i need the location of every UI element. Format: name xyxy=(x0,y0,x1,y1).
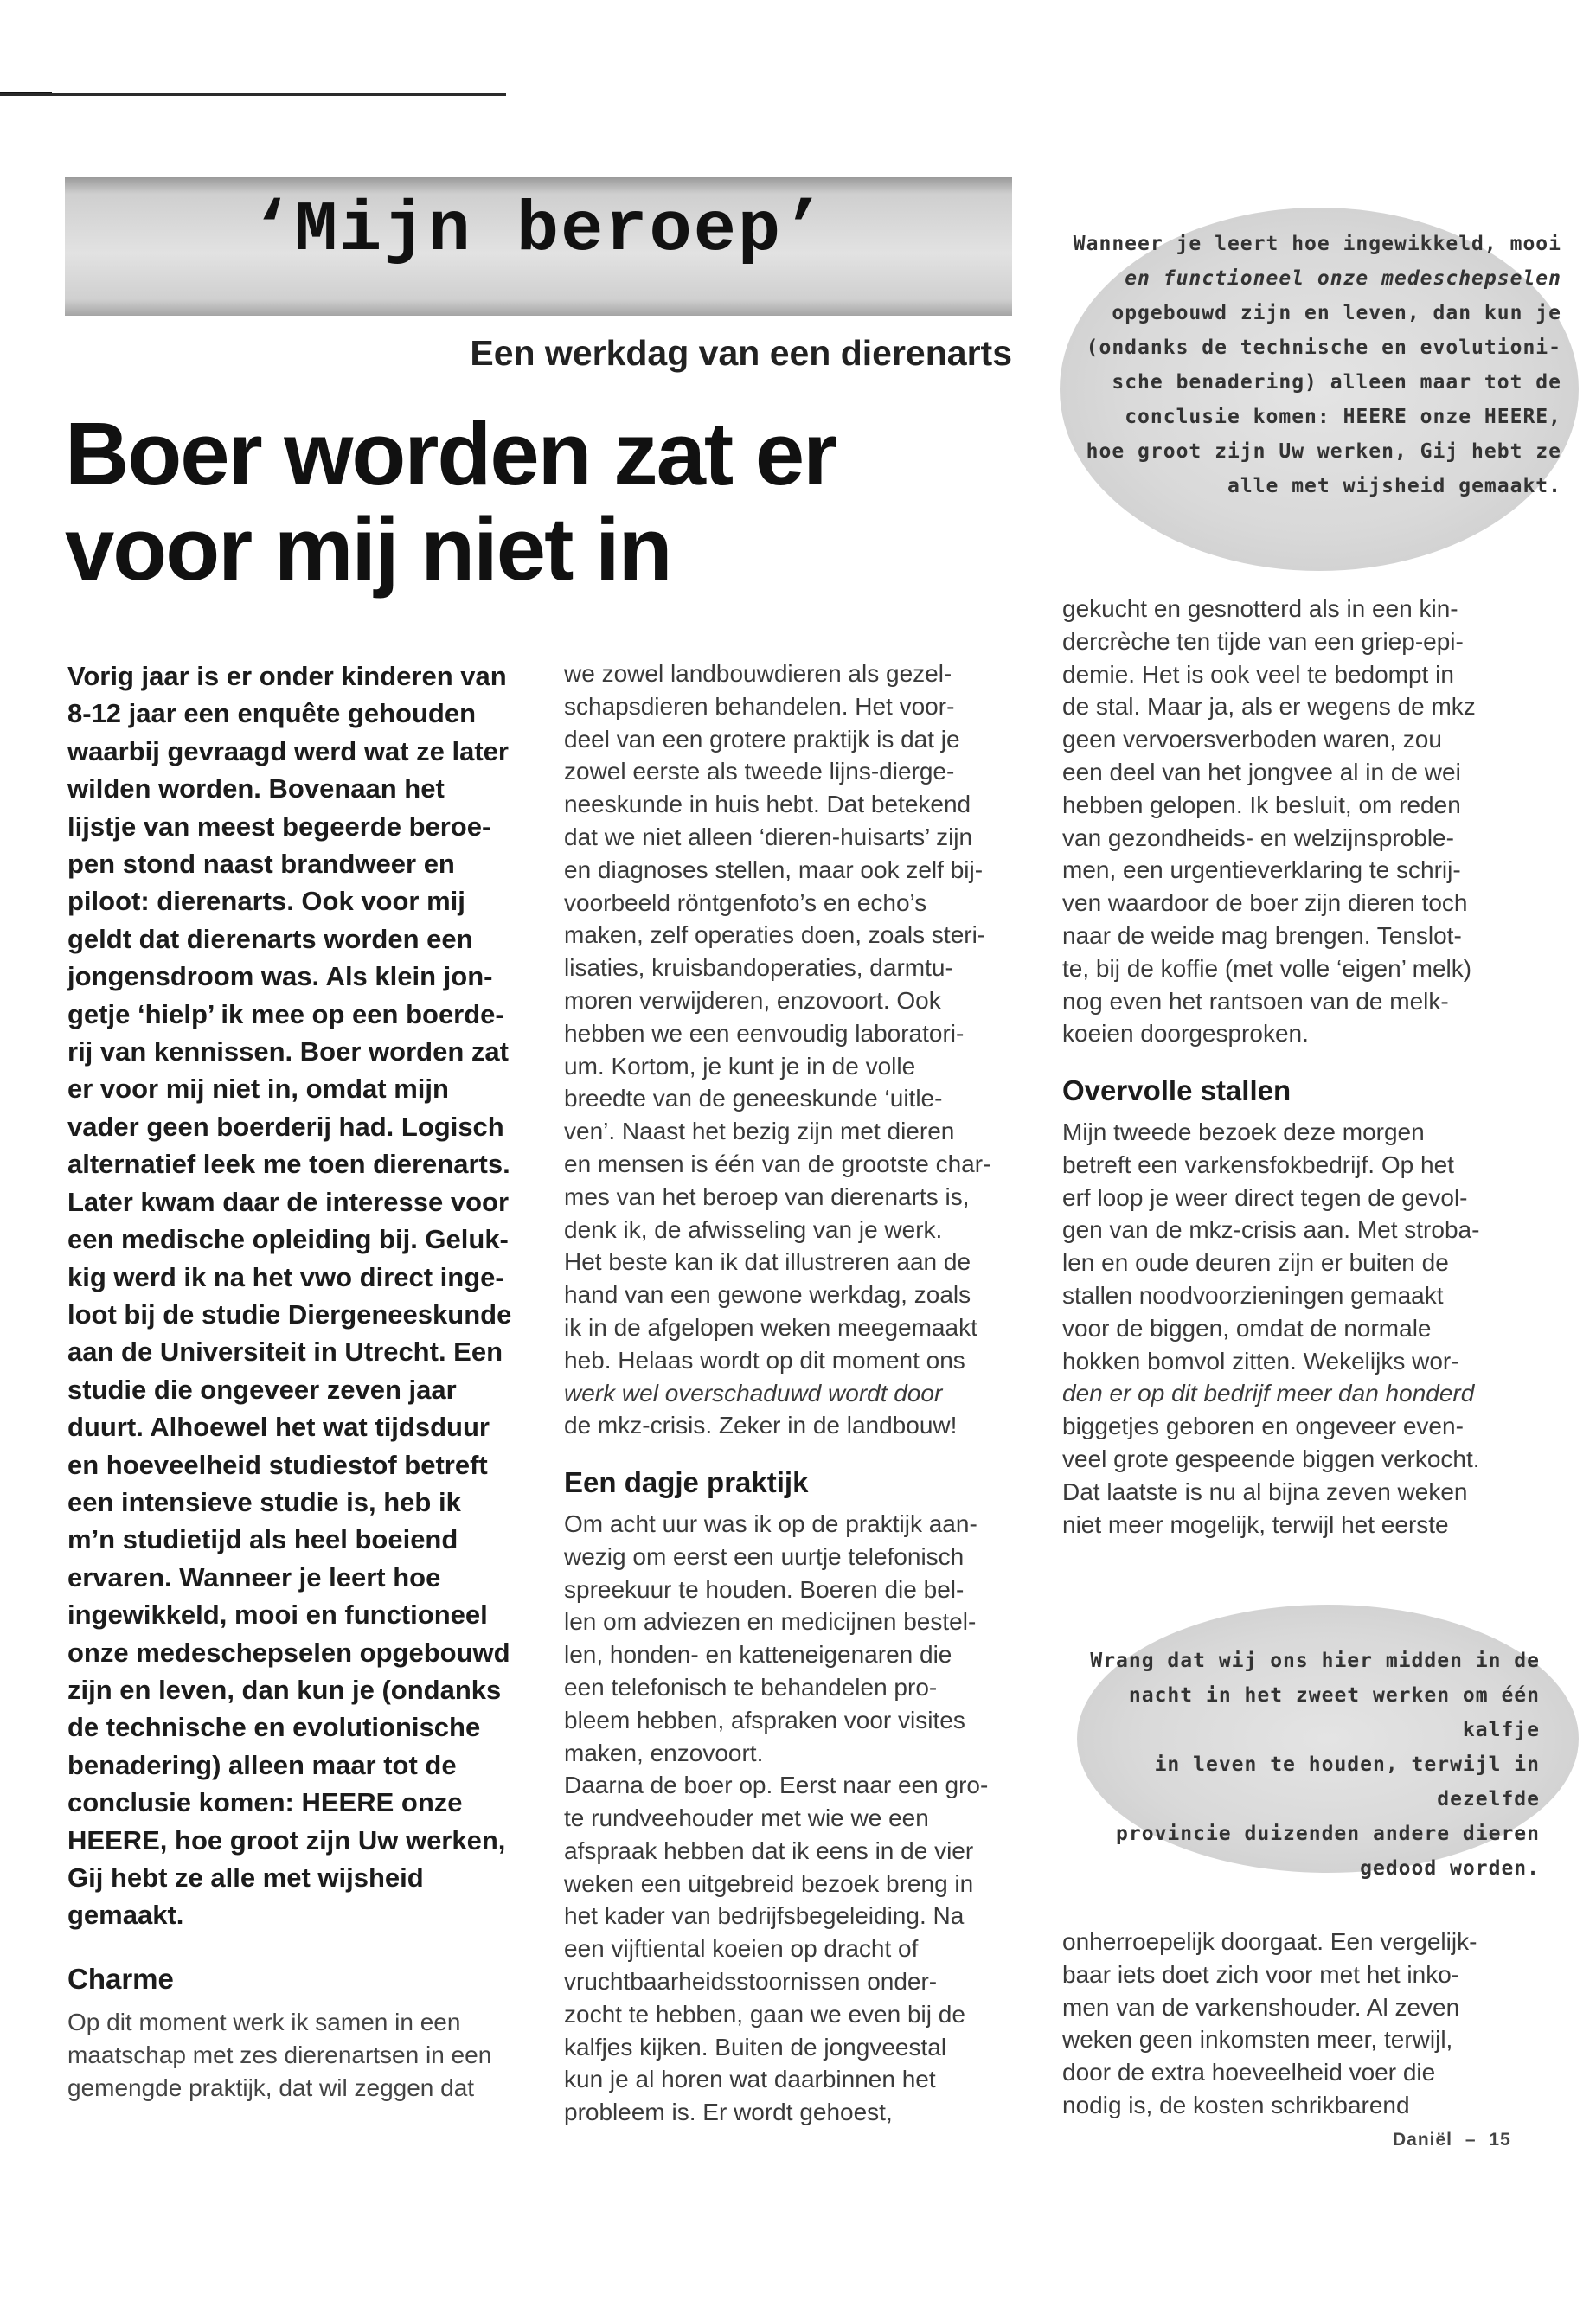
text-line: betreft een varkensfokbedrijf. Op het xyxy=(1062,1150,1454,1178)
text-line: naar de weide mag brengen. Tenslot- xyxy=(1062,921,1462,949)
text-line: spreekuur te houden. Boeren die bel- xyxy=(564,1575,965,1603)
text-line: demie. Het is ook veel te bedompt in xyxy=(1062,660,1454,688)
text-line: len om adviezen en medicijnen bestel- xyxy=(564,1608,977,1636)
text-line: men, een urgentieverklaring te schrij- xyxy=(1062,856,1461,884)
page-footer xyxy=(1393,2130,1511,2150)
pullquote-line: opgebouwd zijn en leven, dan kun je xyxy=(1112,302,1561,324)
text-line: conclusie komen: HEERE onze xyxy=(67,1787,463,1818)
text-line: alternatief leek me toen dierenarts. xyxy=(67,1149,510,1180)
text-line: hand van een gewone werkdag, zoals xyxy=(564,1281,971,1309)
text-line: gemaakt. xyxy=(67,1900,184,1931)
text-line: pen stond naast brandweer en xyxy=(67,849,455,880)
rubric-title: ‘Mijn beroep’ xyxy=(250,190,827,271)
text-line: len, honden- en katteneigenaren die xyxy=(564,1641,952,1669)
text-line: piloot: dierenarts. Ook voor mij xyxy=(67,886,465,917)
text-line: te rundveehouder met wie we een xyxy=(564,1804,929,1832)
text-line: Op dit moment werk ik samen in een xyxy=(67,2009,461,2036)
text-line: maken, zelf operaties doen, zoals steri- xyxy=(564,921,986,949)
text-line: een medische opleiding bij. Geluk- xyxy=(67,1224,509,1255)
text-line: het kader van bedrijfsbegeleiding. Na xyxy=(564,1902,965,1930)
pullquote-top xyxy=(1073,227,1561,503)
text-line: zowel eerste als tweede lijns-dierge- xyxy=(564,758,955,785)
text-line: kun je al horen wat daarbinnen het xyxy=(564,2066,936,2093)
text-line: getje ‘hielp’ ik mee op een boerde- xyxy=(67,998,504,1029)
text-line: jongensdroom was. Als klein jon- xyxy=(67,961,493,992)
text-line: door de extra hoeveelheid voer die xyxy=(1062,2059,1436,2086)
text-line: een intensieve studie is, heb ik xyxy=(67,1486,461,1517)
pullquote-bottom xyxy=(1068,1644,1540,1886)
text-line: ervaren. Wanneer je leert hoe xyxy=(67,1561,441,1593)
column-right-continued xyxy=(1062,1926,1521,2122)
text-line: weken een uitgebreid bezoek breng in xyxy=(564,1869,974,1897)
text-line: veel grote gespeende biggen verkocht. xyxy=(1062,1445,1480,1472)
column-left xyxy=(67,657,517,2105)
text-line: en hoeveelheid studiestof betreft xyxy=(67,1449,488,1480)
text-line: mes van het beroep van dierenarts is, xyxy=(564,1183,970,1210)
text-line: Daarna de boer op. Eerst naar een gro- xyxy=(564,1772,989,1799)
text-line: onze medeschepselen opgebouwd xyxy=(67,1637,510,1668)
text-line: we zowel landbouwdieren als gezel- xyxy=(564,660,952,687)
text-line: studie die ongeveer zeven jaar xyxy=(67,1374,457,1405)
article-subtitle: Een werkdag van een dierenarts xyxy=(470,333,1012,373)
text-line: ik in de afgelopen weken meegemaakt xyxy=(564,1313,977,1341)
text-line: zocht te hebben, gaan we even bij de xyxy=(564,2000,965,2028)
text-line: erf loop je weer direct tegen de gevol- xyxy=(1062,1183,1468,1211)
text-line: men van de varkenshouder. Al zeven xyxy=(1062,1993,1460,2021)
text-line: Mijn tweede bezoek deze morgen xyxy=(1062,1118,1425,1145)
text-line: geldt dat dierenarts worden een xyxy=(67,923,473,954)
text-line: Om acht uur was ik op de praktijk aan- xyxy=(564,1509,977,1537)
text-line: probleem is. Er wordt gehoest, xyxy=(564,2099,893,2126)
text-line: Vorig jaar is er onder kinderen van xyxy=(67,661,507,691)
pullquote-line: Wrang dat wij ons hier midden in de xyxy=(1090,1650,1540,1672)
pullquote-line: Wanneer je leert hoe ingewikkeld, mooi xyxy=(1073,233,1561,255)
text-line: er voor mij niet in, omdat mijn xyxy=(67,1074,449,1105)
text-line: de mkz-crisis. Zeker in de landbouw! xyxy=(564,1412,958,1439)
text-line: 8-12 jaar een enquête gehouden xyxy=(67,698,477,729)
text-line: de technische en evolutionische xyxy=(67,1712,481,1743)
text-line: wezig om eerst een uurtje telefonisch xyxy=(564,1542,965,1570)
text-line: ven waardoor de boer zijn dieren toch xyxy=(1062,889,1468,917)
text-line: schapsdieren behandelen. Het voor- xyxy=(564,692,955,720)
text-line: heb. Helaas wordt op dit moment ons xyxy=(564,1346,965,1374)
column-middle xyxy=(564,657,1014,2129)
text-line: lijstje van meest begeerde beroe- xyxy=(67,811,491,842)
text-line: baar iets doet zich voor met het inko- xyxy=(1062,1960,1460,1988)
text-line: vader geen boerderij had. Logisch xyxy=(67,1111,504,1142)
text-line: kalfjes kijken. Buiten de jongveestal xyxy=(564,2033,947,2061)
pullquote-line: in leven te houden, terwijl in dezelfde xyxy=(1154,1753,1540,1811)
text-line: loot bij de studie Diergeneeskunde xyxy=(67,1298,512,1330)
text-line: voor de biggen, omdat de normale xyxy=(1062,1314,1432,1342)
text-line: breedte van de geneeskunde ‘uitle- xyxy=(564,1085,943,1112)
text-line: vruchtbaarheidsstoornissen onder- xyxy=(564,1968,938,1996)
text-line: dat we niet alleen ‘dieren-huisarts’ zijn xyxy=(564,823,973,850)
text-line: deel van een grotere praktijk is dat je xyxy=(564,725,960,753)
text-line: weken geen inkomsten meer, terwijl, xyxy=(1062,2026,1453,2054)
text-line: kig werd ik na het vwo direct inge- xyxy=(67,1261,504,1292)
text-line: te, bij de koffie (met volle ‘eigen’ melk) xyxy=(1062,954,1472,982)
text-line: aan de Universiteit in Utrecht. Een xyxy=(67,1336,503,1368)
text-line: en diagnoses stellen, maar ook zelf bij- xyxy=(564,856,984,883)
text-line: den er op dit bedrijf meer dan honderd xyxy=(1062,1380,1475,1407)
section-heading-charme: Charme xyxy=(67,1962,174,1995)
pullquote-line: en functioneel onze medeschepselen xyxy=(1125,267,1561,290)
text-line: lisaties, kruisbandoperaties, darmtu- xyxy=(564,954,953,982)
text-line: de stal. Maar ja, als er wegens de mkz xyxy=(1062,693,1476,721)
section-heading-overvolle-stallen: Overvolle stallen xyxy=(1062,1074,1292,1107)
pullquote-line: provincie duizenden andere dieren xyxy=(1116,1823,1540,1845)
text-line: niet meer mogelijk, terwijl het eerste xyxy=(1062,1510,1449,1538)
text-line: rij van kennissen. Boer worden zat xyxy=(67,1036,509,1067)
text-line: denk ik, de afwisseling van je werk. xyxy=(564,1215,943,1243)
page-number: 15 xyxy=(1489,2130,1511,2150)
text-line: hebben gelopen. Ik besluit, om reden xyxy=(1062,791,1461,818)
text-line: hebben we een eenvoudig laboratori- xyxy=(564,1019,965,1047)
text-line: gekucht en gesnotterd als in een kin- xyxy=(1062,595,1458,622)
text-line: Gij hebt ze alle met wijsheid xyxy=(67,1862,424,1893)
text-line: Dat laatste is nu al bijna zeven weken xyxy=(1062,1477,1468,1505)
text-line: werk wel overschaduwd wordt door xyxy=(564,1379,943,1407)
pullquote-line: hoe groot zijn Uw werken, Gij hebt ze xyxy=(1086,440,1561,463)
text-line: afspraak hebben dat ik eens in de vier xyxy=(564,1836,974,1864)
text-line: een vijftiental koeien op dracht of xyxy=(564,1935,919,1963)
text-line: waarbij gevraagd werd wat ze later xyxy=(67,735,509,766)
text-line: een deel van het jongvee al in de wei xyxy=(1062,758,1461,785)
text-line: gen van de mkz-crisis aan. Met stroba- xyxy=(1062,1216,1480,1244)
pullquote-line: alle met wijsheid gemaakt. xyxy=(1227,475,1561,497)
pullquote-line: gedood worden. xyxy=(1360,1857,1540,1880)
text-line: van gezondheids- en welzijnsproble- xyxy=(1062,824,1454,851)
text-line: ingewikkeld, mooi en functioneel xyxy=(67,1599,488,1631)
column-right xyxy=(1062,593,1521,1541)
text-line: onherroepelijk doorgaat. Een vergelijk- xyxy=(1062,1928,1477,1955)
text-line: nog even het rantsoen van de melk- xyxy=(1062,987,1449,1015)
text-line: maken, enzovoort. xyxy=(564,1739,764,1766)
headline-line: Boer worden zat er xyxy=(65,404,836,503)
text-line: stallen noodvoorzieningen gemaakt xyxy=(1062,1281,1444,1309)
text-line: nodig is, de kosten schrikbarend xyxy=(1062,2091,1410,2118)
text-line: moren verwijderen, enzovoort. Ook xyxy=(564,986,941,1014)
text-line: ven’. Naast het bezig zijn met dieren xyxy=(564,1118,955,1145)
text-line: um. Kortom, je kunt je in de volle xyxy=(564,1052,916,1080)
text-line: en mensen is één van de grootste char- xyxy=(564,1150,991,1177)
pullquote-line: sche benadering) alleen maar tot de xyxy=(1112,371,1561,394)
text-line: koeien doorgesproken. xyxy=(1062,1020,1309,1048)
text-line: duurt. Alhoewel het wat tijdsduur xyxy=(67,1412,490,1443)
text-line: geen vervoersverboden waren, zou xyxy=(1062,726,1442,753)
text-line: voorbeeld röntgenfoto’s en echo’s xyxy=(564,888,927,916)
section-heading-dagje-praktijk: Een dagje praktijk xyxy=(564,1466,809,1499)
text-line: m’n studietijd als heel boeiend xyxy=(67,1524,458,1555)
magazine-name: Daniël xyxy=(1393,2130,1453,2150)
text-line: gemengde praktijk, dat wil zeggen dat xyxy=(67,2074,475,2102)
text-line: zijn en leven, dan kun je (ondanks xyxy=(67,1674,502,1705)
text-line: biggetjes geboren en ongeveer even- xyxy=(1062,1413,1464,1440)
text-line: benadering) alleen maar tot de xyxy=(67,1749,457,1780)
text-line: len en oude deuren zijn er buiten de xyxy=(1062,1249,1449,1277)
text-line: HEERE, hoe groot zijn Uw werken, xyxy=(67,1824,506,1856)
pullquote-line: conclusie komen: HEERE onze HEERE, xyxy=(1125,406,1561,428)
text-line: hokken bomvol zitten. Wekelijks wor- xyxy=(1062,1347,1459,1375)
top-rule xyxy=(0,93,506,96)
footer-separator: – xyxy=(1465,2130,1477,2150)
text-line: maatschap met zes dierenartsen in een xyxy=(67,2041,492,2069)
text-line: neeskunde in huis hebt. Dat betekend xyxy=(564,791,971,818)
text-line: dercrèche ten tijde van een griep-epi- xyxy=(1062,627,1464,655)
pullquote-line: nacht in het zweet werken om één kalfje xyxy=(1128,1684,1540,1741)
article-headline xyxy=(65,404,1016,599)
text-line: Later kwam daar de interesse voor xyxy=(67,1186,510,1217)
text-line: een telefonisch te behandelen pro- xyxy=(564,1673,938,1701)
text-line: Het beste kan ik dat illustreren aan de xyxy=(564,1248,971,1276)
headline-line: voor mij niet in xyxy=(65,499,671,599)
text-line: wilden worden. Bovenaan het xyxy=(67,773,445,804)
text-line: bleem hebben, afspraken voor visites xyxy=(564,1706,965,1734)
pullquote-line: (ondanks de technische en evolutioni- xyxy=(1086,336,1561,359)
